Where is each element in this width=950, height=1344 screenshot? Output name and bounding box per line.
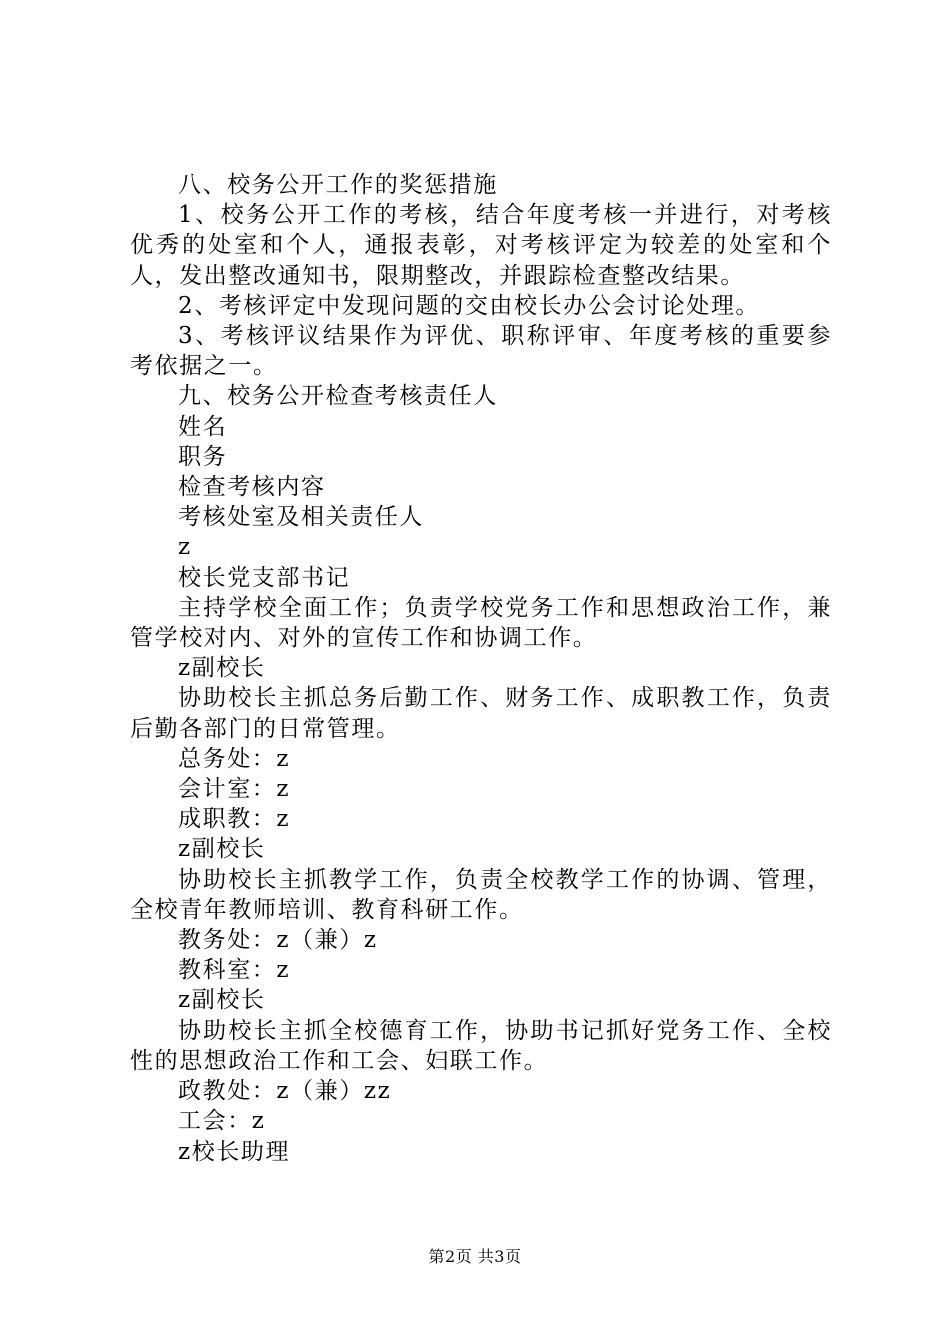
document-body xyxy=(130,170,832,1167)
paragraph: 主持学校全面工作；负责学校党务工作和思想政治工作，兼管学校对内、对外的宣传工作和协调工作。 xyxy=(130,594,832,652)
paragraph: z副校长 xyxy=(178,655,266,682)
table-header-content: 检查考核内容 xyxy=(178,474,326,501)
paragraph: 教务处：z（兼）z xyxy=(178,927,378,954)
paragraph: 2、考核评定中发现问题的交由校长办公会讨论处理。 xyxy=(178,292,761,319)
paragraph: 成职教：z xyxy=(178,806,291,833)
paragraph: z校长助理 xyxy=(178,1138,291,1165)
section-heading-responsible: 九、校务公开检查考核责任人 xyxy=(178,383,498,410)
paragraph: 政教处：z（兼）zz xyxy=(178,1078,392,1105)
table-header-position: 职务 xyxy=(178,443,228,470)
paragraph: 总务处：z xyxy=(178,745,291,772)
paragraph: 协助校长主抓教学工作，负责全校教学工作的协调、管理，全校青年教师培训、教育科研工作。 xyxy=(130,866,832,923)
table-header-name: 姓名 xyxy=(178,413,228,440)
paragraph: 会计室：z xyxy=(178,776,291,803)
page-number-footer: 第2页 共3页 xyxy=(428,1247,522,1266)
paragraph: 校长党支部书记 xyxy=(178,564,351,591)
table-header-departments: 考核处室及相关责任人 xyxy=(178,504,424,531)
paragraph: 教科室：z xyxy=(178,957,291,984)
paragraph: 工会：z xyxy=(178,1108,266,1135)
paragraph: z副校长 xyxy=(178,836,266,863)
paragraph: 协助校长主抓全校德育工作，协助书记抓好党务工作、全校性的思想政治工作和工会、妇联工作。 xyxy=(130,1017,832,1074)
paragraph: 1、校务公开工作的考核，结合年度考核一并进行，对考核优秀的处室和个人，通报表彰，对考核评定为较差的处室和个人，发出整改通知书，限期整改，并跟踪检查整改结果。 xyxy=(130,202,832,289)
paragraph: 协助校长主抓总务后勤工作、财务工作、成职教工作，负责后勤各部门的日常管理。 xyxy=(130,685,832,742)
paragraph: z xyxy=(178,534,192,561)
paragraph: 3、考核评议结果作为评优、职称评审、年度考核的重要参考依据之一。 xyxy=(130,323,832,380)
paragraph: z副校长 xyxy=(178,987,266,1014)
section-heading-rewards: 八、校务公开工作的奖惩措施 xyxy=(178,172,498,198)
